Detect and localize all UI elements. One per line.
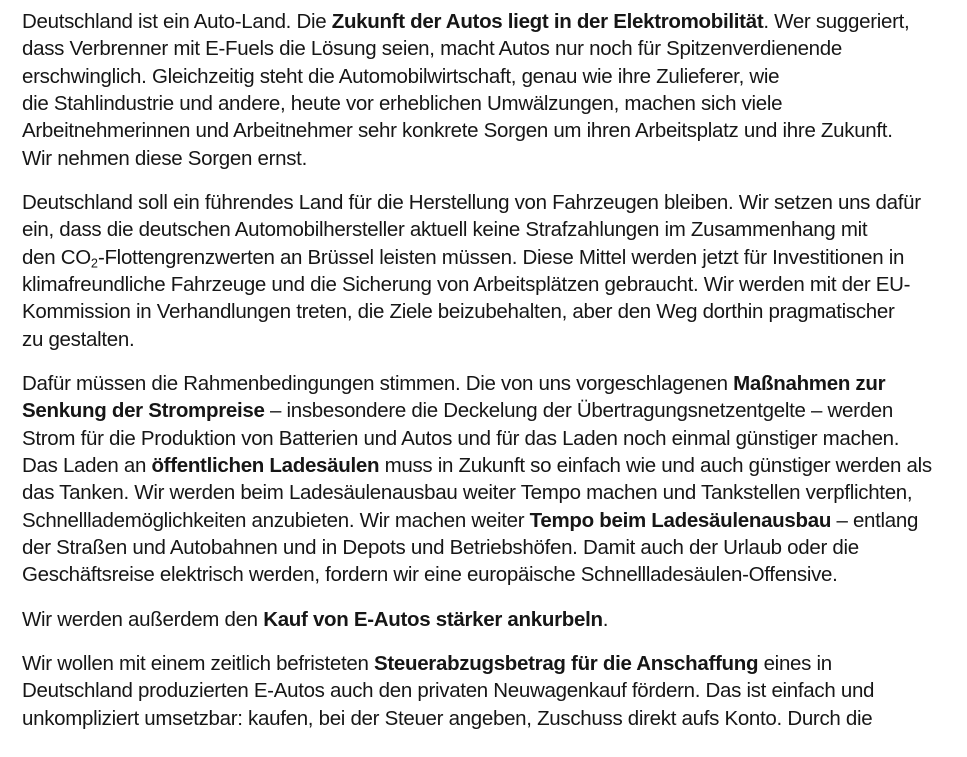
text-segment: -Flottengrenzwerten an Brüssel leisten müssen. Diese Mittel werden jetzt für Investitionen in [97,245,905,269]
text-segment: den CO [22,245,91,269]
paragraph-4 [22,606,967,633]
bold-text: Tempo beim Ladesäulenausbau [529,508,832,532]
bold-text: Kauf von E-Autos stärker ankurbeln [263,607,603,631]
bold-text: Zukunft der Autos liegt in der Elektromobilität [331,10,764,33]
text-line [22,90,967,117]
text-segment: Das Laden an [22,453,152,477]
text-line [22,534,967,561]
paragraph-2 [22,189,967,353]
bold-text: Steuerabzugsbetrag für die Anschaffung [373,651,759,675]
text-line [22,507,967,534]
text-line [22,145,967,172]
text-segment: . Wer suggeriert, [763,10,910,33]
text-segment: Wir nehmen diese Sorgen ernst. [22,146,307,170]
text-line [22,298,967,325]
bold-text: Senkung der Strompreise [22,399,265,423]
text-segment: Deutschland soll ein führendes Land für die Herstellung von Fahrzeugen bleiben. Wir setzen uns dafür [22,190,921,214]
text-segment: Arbeitnehmerinnen und Arbeitnehmer sehr konkrete Sorgen um ihren Arbeitsplatz und ihre Zukunft. [22,119,893,143]
text-segment: – insbesondere die Deckelung der Übertragungsnetzentgelte – werden [264,399,893,423]
text-segment: Wir wollen mit einem zeitlich befristeten [22,651,374,675]
text-segment: ein, dass die deutschen Automobilhersteller aktuell keine Strafzahlungen im Zusammenhang mit [22,218,868,242]
text-segment: Deutschland produzierten E-Autos auch den privaten Neuwagenkauf fördern. Das ist einfach und [22,679,875,703]
text-line [22,677,967,704]
text-segment: Deutschland ist ein Auto-Land. Die [22,10,332,33]
text-segment: der Straßen und Autobahnen und in Depots und Betriebshöfen. Damit auch der Urlaub oder die [22,535,859,559]
text-line [22,561,967,588]
paragraph-5 [22,650,967,732]
text-line [22,370,967,397]
text-segment: klimafreundliche Fahrzeuge und die Sicherung von Arbeitsplätzen gebraucht. Wir werden mit der EU- [22,272,911,296]
text-segment: das Tanken. Wir werden beim Ladesäulenausbau weiter Tempo machen und Tankstellen verpflichten, [22,481,913,505]
paragraph-3 [22,370,967,589]
text-segment: Wir werden außerdem den [22,607,264,631]
text-segment: zu gestalten. [22,327,135,351]
text-segment: Schnelllademöglichkeiten anzubieten. Wir machen weiter [22,508,530,532]
text-line [22,452,967,479]
text-line [22,35,967,62]
text-line [22,650,967,677]
text-line [22,117,967,144]
bold-text: öffentlichen Ladesäulen [151,453,380,477]
text-segment: muss in Zukunft so einfach wie und auch günstiger werden als [379,453,932,477]
text-segment: Geschäftsreise elektrisch werden, fordern wir eine europäische Schnellladesäulen-Offensive. [22,563,838,587]
text-line [22,397,967,424]
text-line [22,326,967,353]
text-line [22,271,967,298]
text-line [22,479,967,506]
bold-text: Maßnahmen zur [733,371,886,395]
text-segment: dass Verbrenner mit E-Fuels die Lösung seien, macht Autos nur noch für Spitzenverdienende [22,37,842,61]
text-line [22,189,967,216]
text-segment: Strom für die Produktion von Batterien und Autos und für das Laden noch einmal günstiger machen. [22,426,900,450]
text-line [22,216,967,243]
subscript-text: 2 [90,255,98,271]
text-line [22,705,967,732]
text-line [22,425,967,452]
text-line [22,63,967,90]
text-segment: . [602,607,609,631]
text-line [22,244,967,271]
text-segment: Dafür müssen die Rahmenbedingungen stimmen. Die von uns vorgeschlagenen [22,371,734,395]
text-line [22,8,967,35]
text-segment: – entlang [831,508,919,532]
paragraph-1 [22,8,967,172]
text-segment: Kommission in Verhandlungen treten, die Ziele beizubehalten, aber den Weg dorthin pragmatischer [22,300,895,324]
text-segment: eines in [758,651,832,675]
text-line [22,606,967,633]
text-segment: erschwinglich. Gleichzeitig steht die Automobilwirtschaft, genau wie ihre Zulieferer, wie [22,64,780,88]
text-segment: unkompliziert umsetzbar: kaufen, bei der Steuer angeben, Zuschuss direkt aufs Konto. Durch die [22,706,873,730]
text-segment: die Stahlindustrie und andere, heute vor erheblichen Umwälzungen, machen sich viele [22,91,783,115]
